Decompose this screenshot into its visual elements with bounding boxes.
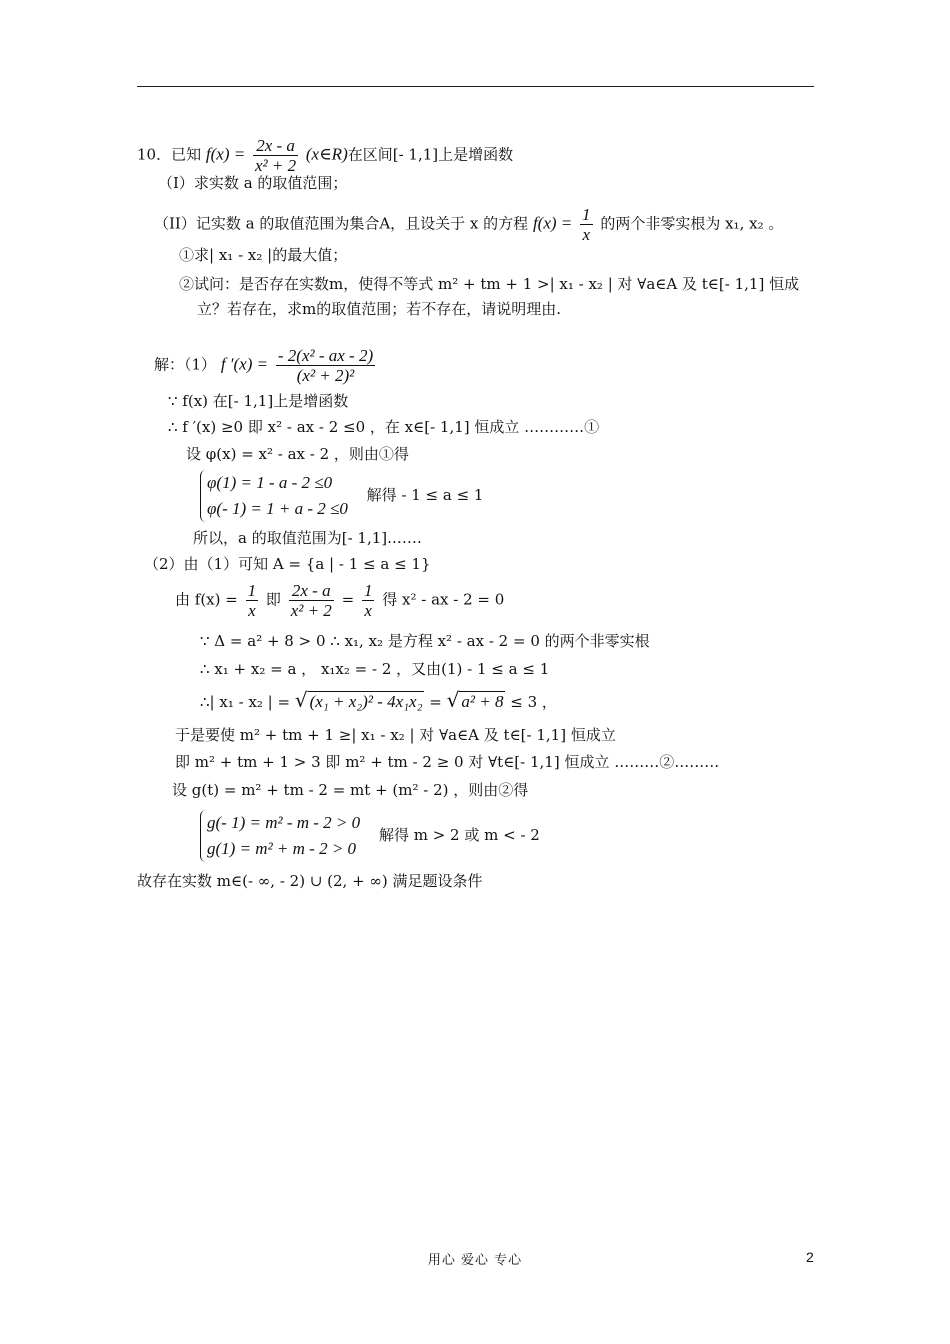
- system-brace: φ(1) = 1 - a - 2 ≤0 φ(- 1) = 1 + a - 2 ≤0: [200, 470, 348, 522]
- page-number: 2: [806, 1249, 814, 1265]
- fraction: $\frac{\text{- 2(x² - ax - 2)}}{\text{(x² + 2)²}}$: [277, 346, 374, 385]
- solution-step-11: ∴| x₁ - x₂ | = √ (x₁ + x₂)² - 4x₁x₂ = √ a² + 8 ≤ 3 ，: [200, 688, 557, 712]
- fraction: $\frac{1}{x}$: [582, 205, 591, 244]
- solution-system-2: g(- 1) = m² - m - 2 > 0 g(1) = m² + m - 2 > 0 解得 m > 2 或 m < - 2: [200, 810, 540, 862]
- sqrt-sign: √: [294, 688, 308, 712]
- fraction: $\frac{1}{x}$: [363, 581, 373, 620]
- solution-system-1: φ(1) = 1 - a - 2 ≤0 φ(- 1) = 1 + a - 2 ≤0 解得 - 1 ≤ a ≤ 1: [200, 470, 483, 522]
- fraction: $\frac{1}{x}$: [247, 581, 257, 620]
- solution-step-14: 设 g(t) = m² + tm - 2 = mt + (m² - 2) ，则由②得: [172, 781, 529, 799]
- solution-step-2: ∵ f(x) 在[- 1,1]上是增函数: [168, 392, 349, 410]
- footer-motto: 用心 爱心 专心: [427, 1253, 523, 1268]
- solution-step-3: ∴ f ′(x) ≥0 即 x² - ax - 2 ≤0 ，在 x∈[- 1,1] 恒成立 …………①: [168, 418, 600, 436]
- fraction: $\frac{2x - a}{\text{x² + 2}}$: [290, 581, 332, 620]
- question-2-line-2: 立？若存在，求m的取值范围；若不存在，请说明理由.: [197, 300, 561, 318]
- fraction: $\frac{2x - a}{\text{x² + 2}}$: [254, 136, 297, 175]
- part-2: （II）记实数 a 的取值范围为集合A，且设关于 x 的方程 f(x) = $\frac{1}{x}$ 的两个非零实根为 x₁, x₂ 。: [154, 205, 784, 244]
- solution-step-13: 即 m² + tm + 1 > 3 即 m² + tm - 2 ≥ 0 对 ∀t∈[- 1,1] 恒成立 ………②………: [175, 753, 720, 771]
- solution-step-7: （2）由（1）可知 A = {a | - 1 ≤ a ≤ 1}: [144, 555, 431, 573]
- solution-step-4: 设 φ(x) = x² - ax - 2 ，则由①得: [186, 445, 409, 463]
- solution-conclusion: 故存在实数 m∈(- ∞, - 2) ∪ (2, + ∞) 满足题设条件: [137, 872, 483, 890]
- part-1: （I）求实数 a 的取值范围；: [158, 174, 348, 192]
- solution-step-12: 于是要使 m² + tm + 1 ≥| x₁ - x₂ | 对 ∀a∈A 及 t∈[- 1,1] 恒成立: [175, 726, 616, 744]
- solution-step-9: ∵ Δ = a² + 8 > 0 ∴ x₁, x₂ 是方程 x² - ax - 2 = 0 的两个非零实根: [200, 632, 650, 650]
- solution-step-6: 所以，a 的取值范围为[- 1,1].……: [193, 529, 422, 547]
- solution-step-1: 解：（1） f ′(x) = $\frac{\text{- 2(x² - ax - 2)}}{\text{(x² + 2)²}}$: [154, 346, 374, 385]
- solution-step-8: 由 f(x) = $\frac{1}{x}$ 即 $\frac{2x - a}{\text{x² + 2}}$ = $\frac{1}{x}$ 得 x² - ax - 2 = 0: [175, 581, 505, 620]
- question-1: ①求| x₁ - x₂ |的最大值；: [179, 246, 348, 264]
- sqrt-sign: √: [446, 688, 460, 712]
- header-rule: [137, 86, 814, 87]
- problem-statement: 10．已知 f(x) = $\frac{2x - a}{\text{x² + 2}}$ (x∈R)在区间[- 1,1]上是增函数: [137, 136, 514, 175]
- problem-number: 10．: [137, 145, 172, 164]
- question-2-line-1: ②试问：是否存在实数m，使得不等式 m² + tm + 1 >| x₁ - x₂ | 对 ∀a∈A 及 t∈[- 1,1] 恒成: [179, 275, 800, 293]
- system-brace: g(- 1) = m² - m - 2 > 0 g(1) = m² + m - 2 > 0: [200, 810, 360, 862]
- solution-step-10: ∴ x₁ + x₂ = a ， x₁x₂ = - 2 ，又由(1) - 1 ≤ a ≤ 1: [200, 660, 550, 678]
